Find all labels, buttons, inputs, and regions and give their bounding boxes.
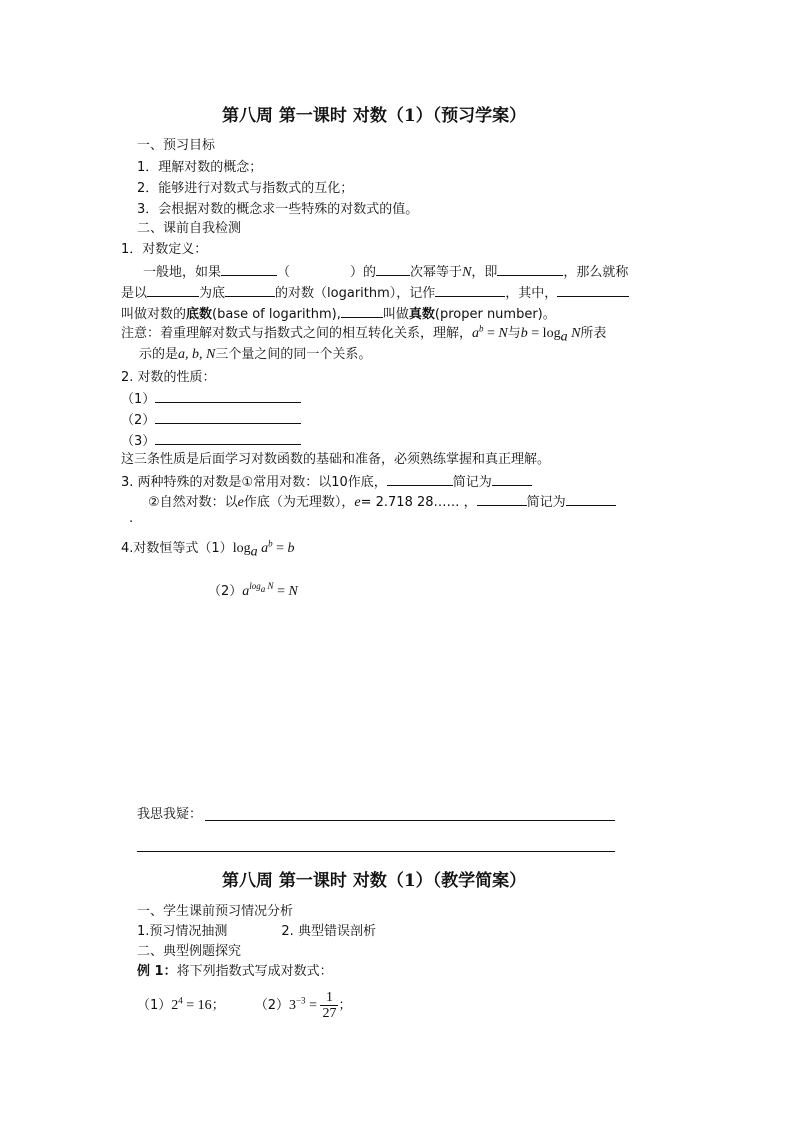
section-heading-goals: 一、预习目标 — [137, 138, 216, 153]
special-logs-dot: . — [129, 511, 134, 526]
goal-item: 1．理解对数的概念； — [137, 160, 263, 175]
definition-heading: 1．对数定义： — [121, 242, 208, 257]
page-title: 第八周 第一课时 对数（1）（预习学案） — [222, 106, 527, 126]
property-blank-3: （3） — [121, 431, 301, 451]
example-1-heading: 例 1：将下列指数式写成对数式： — [137, 964, 333, 979]
question-line — [137, 851, 615, 852]
definition-line-3: 叫做对数的底数(base of logarithm), 叫做真数(proper number)。 — [121, 304, 556, 324]
properties-note: 这三条性质是后面学习对数函数的基础和准备，必须熟练掌握和真正理解。 — [121, 452, 551, 467]
section-heading-analysis: 一、学生课前预习情况分析 — [137, 904, 294, 919]
section-heading-examples: 二、典型例题探究 — [137, 944, 242, 959]
section-heading-selftest: 二、课前自我检测 — [137, 221, 242, 236]
question-label: 我思我疑： — [137, 807, 203, 822]
note-line-1: 注意：着重理解对数式与指数式之间的相互转化关系，理解，$a^b = N$与$b = \log_a N$所表 — [121, 323, 607, 345]
properties-heading: 2. 对数的性质： — [121, 370, 216, 385]
definition-line-1: 一般地，如果 （ ）的 次幂等于N，即 ，那么就称 — [143, 262, 628, 282]
property-blank-1: （1） — [121, 389, 301, 409]
goal-item: 2．能够进行对数式与指数式的互化； — [137, 181, 354, 196]
log-identity-2: $(2)a^{log_a N} = N$ — [208, 581, 298, 599]
note-line-2: 示的是a, b, N三个量之间的同一个关系。 — [139, 347, 372, 362]
page-title-2: 第八周 第一课时 对数（1）（教学简案） — [222, 871, 527, 891]
property-blank-2: （2） — [121, 410, 301, 430]
question-line — [205, 820, 615, 821]
goal-item: 3．会根据对数的概念求一些特殊的对数式的值。 — [137, 202, 419, 217]
log-identity-1: 4.对数恒等式$(1)\log_a$ $a^b = b$ — [121, 538, 295, 560]
special-logs-line-1: 3. 两种特殊的对数是①常用对数：以10作底， 简记为 — [121, 472, 532, 492]
analysis-subitems: 1.预习情况抽测 2. 典型错误剖析 — [137, 924, 376, 939]
example-1-items: $(1)2^4 = 16$； $(2)3^{-3}$ = $\frac{1}{27}$ ； — [137, 990, 352, 1021]
special-logs-line-2: ②自然对数：以e作底（为无理数），e= 2.718 28…… ， 简记为 — [148, 492, 616, 512]
definition-line-2: 是以 为底 的对数（logarithm），记作 ，其中， — [121, 283, 629, 303]
